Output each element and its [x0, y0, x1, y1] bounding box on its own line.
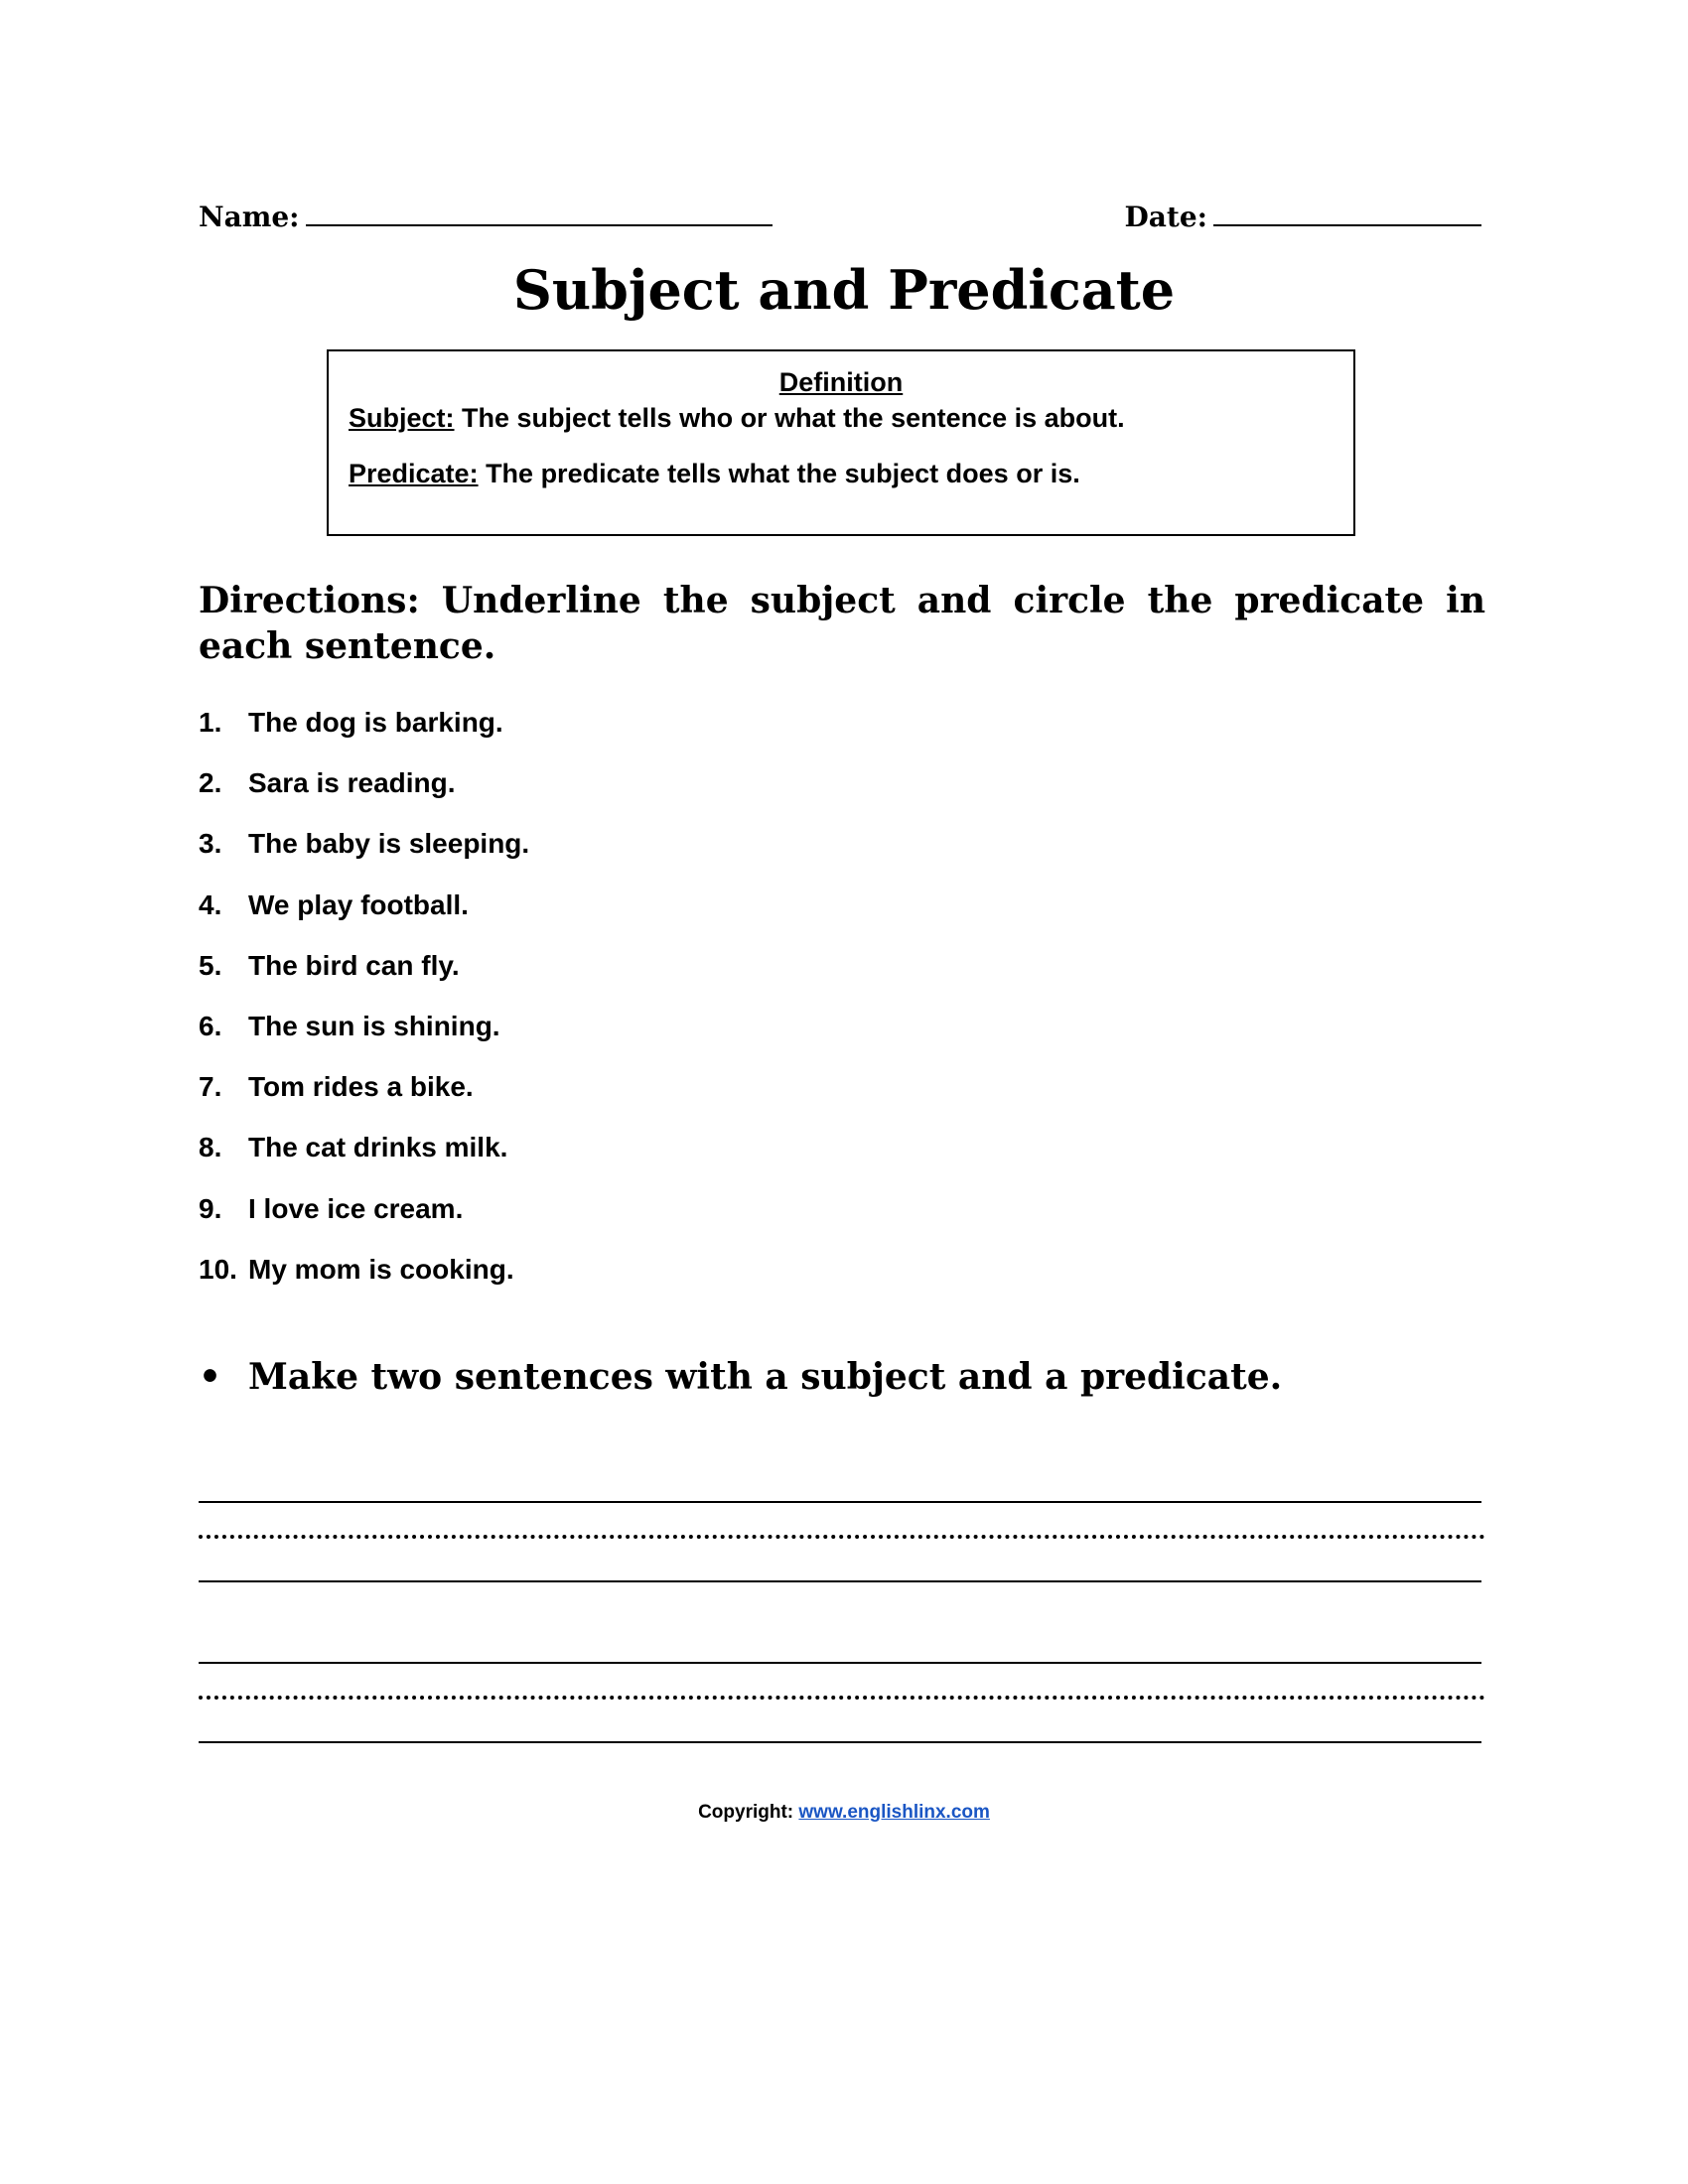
list-item [199, 767, 529, 828]
item-text: The baby is sleeping. [248, 828, 530, 860]
directions: Directions: Underline the subject and circle the predicate in each sentence. [199, 580, 1485, 667]
writing-task-text: Make two sentences with a subject and a predicate. [248, 1356, 1283, 1398]
item-number: 1. [199, 707, 222, 738]
date-label: Date: [1124, 201, 1207, 233]
writing-guide-line [199, 1696, 1485, 1700]
item-text: I love ice cream. [248, 1192, 464, 1224]
header-row [199, 199, 1481, 238]
bullet-icon: • [199, 1356, 222, 1398]
list-item [199, 889, 529, 950]
list-item [199, 1193, 529, 1254]
writing-task [199, 1356, 1282, 1398]
writing-line[interactable] [199, 1580, 1481, 1582]
item-number: 4. [199, 888, 222, 920]
item-text: The bird can fly. [248, 949, 460, 981]
name-blank[interactable] [306, 199, 773, 226]
definition-heading: Definition [778, 367, 904, 397]
writing-line[interactable] [199, 1741, 1481, 1743]
definition-box [327, 349, 1355, 536]
name-field [199, 199, 773, 233]
item-text: We play football. [248, 888, 469, 920]
item-number: 5. [199, 949, 222, 981]
copyright [0, 1802, 1688, 1824]
item-text: My mom is cooking. [248, 1253, 514, 1285]
website-link[interactable]: www.englishlinx.com [798, 1802, 990, 1823]
name-label: Name: [199, 201, 300, 233]
predicate-term: Predicate: [349, 459, 479, 488]
list-item [199, 1011, 529, 1071]
writing-guide-line [199, 1535, 1485, 1539]
subject-definition [349, 403, 1125, 434]
list-item [199, 1254, 529, 1314]
item-number: 3. [199, 828, 222, 860]
sentence-list [199, 707, 529, 1314]
item-number: 9. [199, 1192, 222, 1224]
item-text: Tom rides a bike. [248, 1071, 474, 1103]
date-field [1124, 199, 1481, 233]
item-number: 10. [199, 1253, 237, 1285]
date-blank[interactable] [1213, 199, 1481, 226]
list-item [199, 950, 529, 1011]
list-item [199, 1071, 529, 1132]
item-text: The cat drinks milk. [248, 1132, 508, 1163]
copyright-label: Copyright: [698, 1802, 794, 1823]
item-number: 2. [199, 767, 222, 799]
item-text: The dog is barking. [248, 707, 503, 738]
subject-term: Subject: [349, 403, 455, 433]
writing-line[interactable] [199, 1501, 1481, 1503]
list-item [199, 707, 529, 767]
writing-line[interactable] [199, 1662, 1481, 1664]
item-number: 7. [199, 1071, 222, 1103]
list-item [199, 1132, 529, 1192]
list-item [199, 828, 529, 888]
item-number: 8. [199, 1132, 222, 1163]
subject-text: The subject tells who or what the sentence is about. [454, 403, 1125, 433]
item-number: 6. [199, 1010, 222, 1041]
predicate-text: The predicate tells what the subject does or is. [478, 459, 1080, 488]
predicate-definition [349, 459, 1080, 489]
item-text: Sara is reading. [248, 767, 456, 799]
item-text: The sun is shining. [248, 1010, 500, 1041]
page-title: Subject and Predicate [512, 258, 1176, 322]
